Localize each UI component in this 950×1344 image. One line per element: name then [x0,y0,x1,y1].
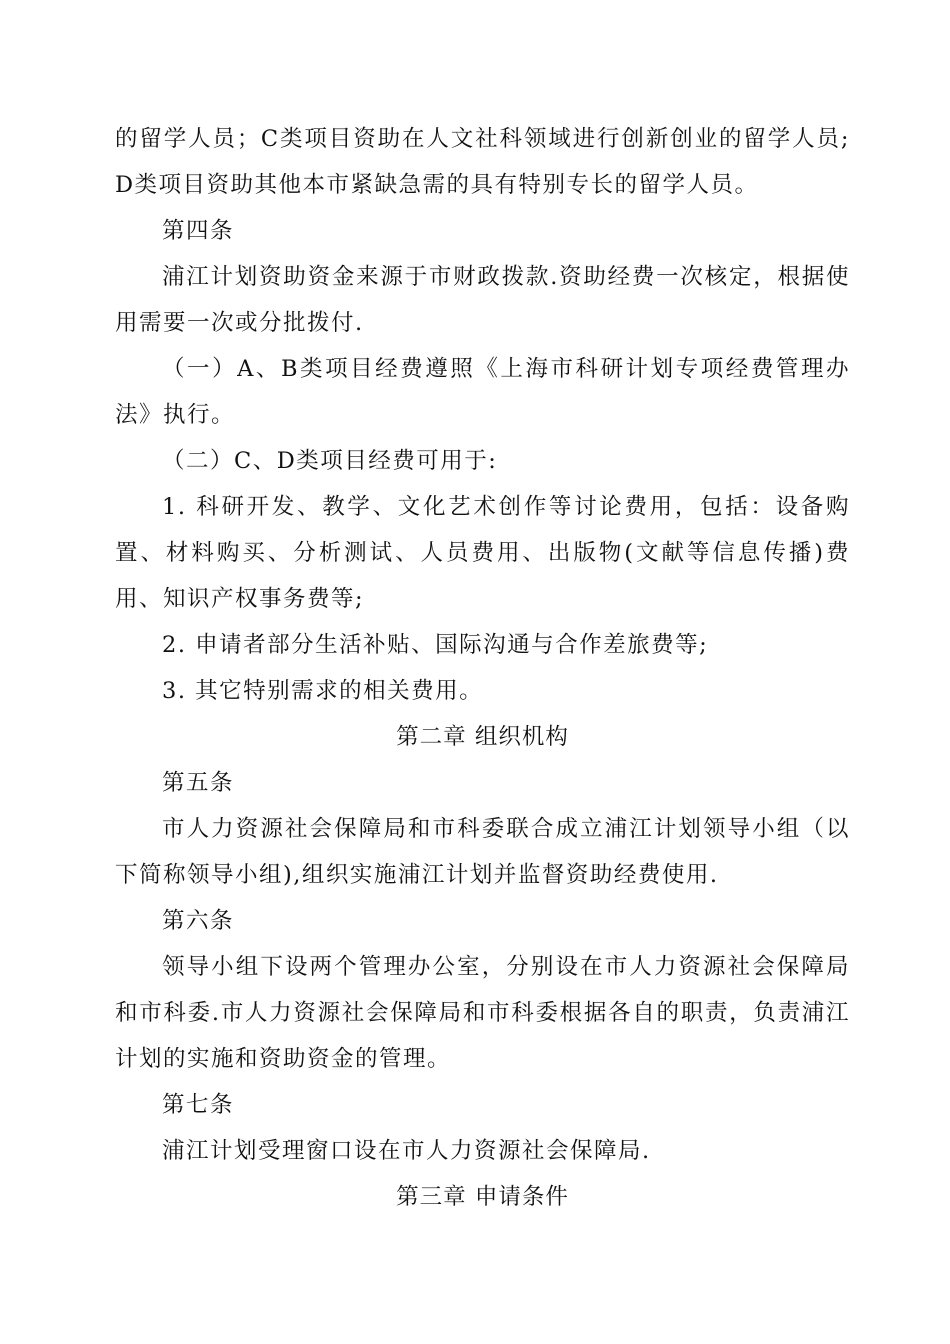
article-5-title: 第五条 [162,770,235,796]
article-4-item-1: （一）A、B类项目经费遵照《上海市科研计划专项经费管理办法》执行。 [115,356,850,428]
article-6-title: 第六条 [162,908,235,934]
list-item-3: 3. 其它特别需求的相关费用。 [162,678,484,704]
document-body [115,116,850,1220]
chapter-3-heading: 第三章 申请条件 [396,1184,569,1210]
article-6-body: 领导小组下设两个管理办公室，分别设在市人力资源社会保障局和市科委.市人力资源社会保障局和市科委根据各自的职责，负责浦江计划的实施和资助资金的管理。 [115,954,850,1072]
list-item-2: 2. 申请者部分生活补贴、国际沟通与合作差旅费等; [162,632,709,658]
chapter-2-heading: 第二章 组织机构 [396,724,569,750]
article-4-title: 第四条 [162,218,235,244]
article-4-body: 浦江计划资助资金来源于市财政拨款.资助经费一次核定，根据使用需要一次或分批拨付. [115,264,850,336]
list-item-1: 1. 科研开发、教学、文化艺术创作等讨论费用，包括：设备购置、材料购买、分析测试、人员费用、出版物(文献等信息传播)费用、知识产权事务费等; [115,494,850,612]
article-4-item-2: （二）C、D类项目经费可用于: [162,448,498,474]
article-5-body: 市人力资源社会保障局和市科委联合成立浦江计划领导小组（以下简称领导小组),组织实施浦江计划并监督资助经费使用. [115,816,850,888]
paragraph-continuation: 的留学人员；C类项目资助在人文社科领域进行创新创业的留学人员;D类项目资助其他本市紧缺急需的具有特别专长的留学人员。 [115,126,850,198]
article-7-body: 浦江计划受理窗口设在市人力资源社会保障局. [162,1138,651,1164]
article-7-title: 第七条 [162,1092,235,1118]
